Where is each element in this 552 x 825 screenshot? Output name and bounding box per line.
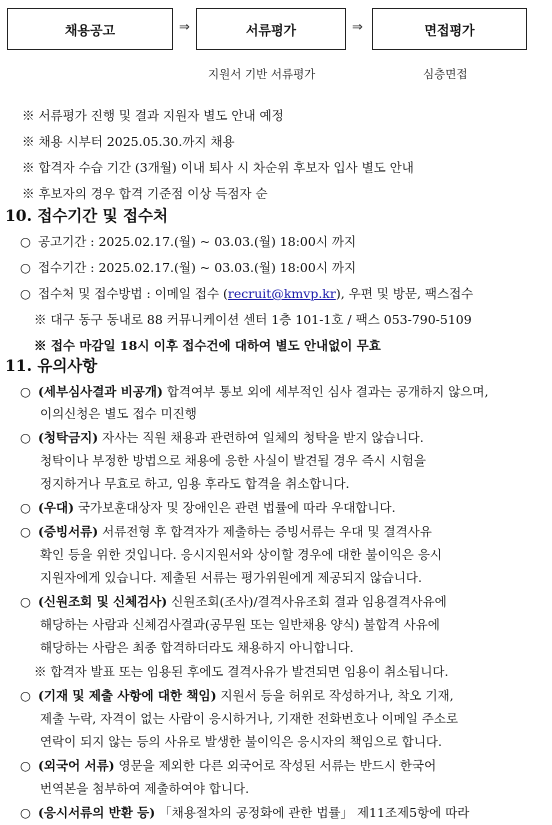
process-flow [7, 8, 527, 54]
list-item [20, 258, 356, 276]
circle-bullet-icon: ○ [20, 384, 31, 399]
item-text: 국가보훈대상자 및 장애인은 관련 법률에 따라 우대합니다. [73, 500, 396, 515]
item-label: (우대) [38, 500, 74, 515]
section-10-title: 10. 접수기간 및 접수처 [5, 206, 168, 225]
item-text: 이의신청은 별도 접수 미진행 [40, 406, 197, 421]
list-item [20, 686, 454, 704]
section-11-title: 11. 유의사항 [5, 356, 98, 375]
item-text: 지원자에게 있습니다. 제출된 서류는 평가위원에게 제공되지 않습니다. [40, 570, 422, 585]
item-text: 영문을 제외한 다른 외국어로 작성된 서류는 반드시 한국어 [114, 758, 437, 773]
item-text: 정지하거나 무효로 하고, 임용 후라도 합격을 취소합니다. [40, 476, 350, 491]
item-label: (기재 및 제출 사항에 대한 책임) [38, 688, 217, 703]
item-text: 서류전형 후 합격자가 제출하는 증빙서류는 우대 및 결격사유 [98, 524, 432, 539]
item-text: 신원조회(조사)/결격사유조회 결과 임용결격사유에 [167, 594, 447, 609]
email-link[interactable]: recruit@kmvp.kr [227, 286, 336, 301]
item-text: 합격여부 통보 외에 세부적인 심사 결과는 공개하지 않으며, [162, 384, 489, 399]
item-label: (청탁금지) [38, 430, 99, 445]
list-item [20, 284, 473, 302]
list-item [20, 498, 396, 516]
note-review-notice: ※ 서류평가 진행 및 결과 지원자 별도 안내 예정 [22, 108, 284, 123]
item-text: 번역본을 첨부하여 제출하여야 합니다. [40, 781, 250, 796]
step-document-review: 서류평가 [196, 8, 346, 50]
step-recruitment-notice: 채용공고 [7, 8, 173, 50]
arrow-icon: ⇒ [179, 20, 190, 35]
list-item [20, 522, 432, 540]
circle-bullet-icon: ○ [20, 688, 31, 703]
list-item [20, 428, 424, 446]
arrow-icon: ⇒ [352, 20, 363, 35]
address-fax-note: ※ 대구 동구 동내로 88 커뮤니케이션 센터 1층 101-1호 / 팩스 053-790-5109 [34, 312, 472, 327]
item-text: 해당하는 사람과 신체검사결과(공무원 또는 일반채용 양식) 불합격 사유에 [40, 617, 440, 632]
item-label: (응시서류의 반환 등) [38, 805, 156, 820]
circle-bullet-icon: ○ [20, 430, 31, 445]
disqualification-note: ※ 합격자 발표 또는 임용된 후에도 결격사유가 발견되면 임용이 취소됩니다. [34, 664, 449, 679]
application-period: 접수기간 : 2025.02.17.(월) ~ 03.03.(월) 18:00시 까지 [38, 260, 357, 275]
step-document-review-desc: 지원서 기반 서류평가 [208, 67, 316, 81]
item-text: 「채용절차의 공정화에 관한 법률」 제11조제5항에 따라 [155, 805, 470, 820]
item-label: (세부심사결과 비공개) [38, 384, 163, 399]
item-label: (신원조회 및 신체검사) [38, 594, 168, 609]
note-candidate-order: ※ 후보자의 경우 합격 기준점 이상 득점자 순 [22, 186, 268, 201]
list-item [20, 232, 356, 250]
circle-bullet-icon: ○ [20, 260, 31, 275]
note-hiring-period: ※ 채용 시부터 2025.05.30.까지 채용 [22, 134, 235, 149]
list-item [20, 803, 469, 821]
circle-bullet-icon: ○ [20, 805, 31, 820]
item-label: (증빙서류) [38, 524, 99, 539]
item-text: 연락이 되지 않는 등의 사유로 발생한 불이익은 응시자의 책임으로 합니다. [40, 734, 442, 749]
item-text: 지원서 등을 허위로 작성하거나, 착오 기재, [216, 688, 454, 703]
circle-bullet-icon: ○ [20, 758, 31, 773]
circle-bullet-icon: ○ [20, 500, 31, 515]
step-interview-desc: 심층면접 [423, 67, 468, 81]
list-item [20, 756, 436, 774]
deadline-note: ※ 접수 마감일 18시 이후 접수건에 대하여 별도 안내없이 무효 [34, 338, 381, 353]
circle-bullet-icon: ○ [20, 594, 31, 609]
item-text: 제출 누락, 자격이 없는 사람이 응시하거나, 기재한 전화번호나 이메일 주소로 [40, 711, 459, 726]
item-text: 청탁이나 부정한 방법으로 채용에 응한 사실이 발견될 경우 즉시 시험을 [40, 453, 426, 468]
method-suffix: ), 우편 및 방문, 팩스접수 [335, 286, 474, 301]
list-item [20, 382, 488, 400]
circle-bullet-icon: ○ [20, 286, 31, 301]
circle-bullet-icon: ○ [20, 524, 31, 539]
announcement-period: 공고기간 : 2025.02.17.(월) ~ 03.03.(월) 18:00시 까지 [38, 234, 357, 249]
method-prefix: 접수처 및 접수방법 : 이메일 접수 ( [38, 286, 228, 301]
item-text: 자사는 직원 채용과 관련하여 일체의 청탁을 받지 않습니다. [98, 430, 424, 445]
item-text: 확인 등을 위한 것입니다. 응시지원서와 상이할 경우에 대한 불이익은 응시 [40, 547, 442, 562]
circle-bullet-icon: ○ [20, 234, 31, 249]
item-text: 해당하는 사람은 최종 합격하더라도 채용하지 아니합니다. [40, 640, 354, 655]
list-item [20, 592, 447, 610]
note-probation: ※ 합격자 수습 기간 (3개월) 이내 퇴사 시 차순위 후보자 입사 별도 안내 [22, 160, 414, 175]
item-label: (외국어 서류) [38, 758, 115, 773]
step-interview: 면접평가 [372, 8, 527, 50]
